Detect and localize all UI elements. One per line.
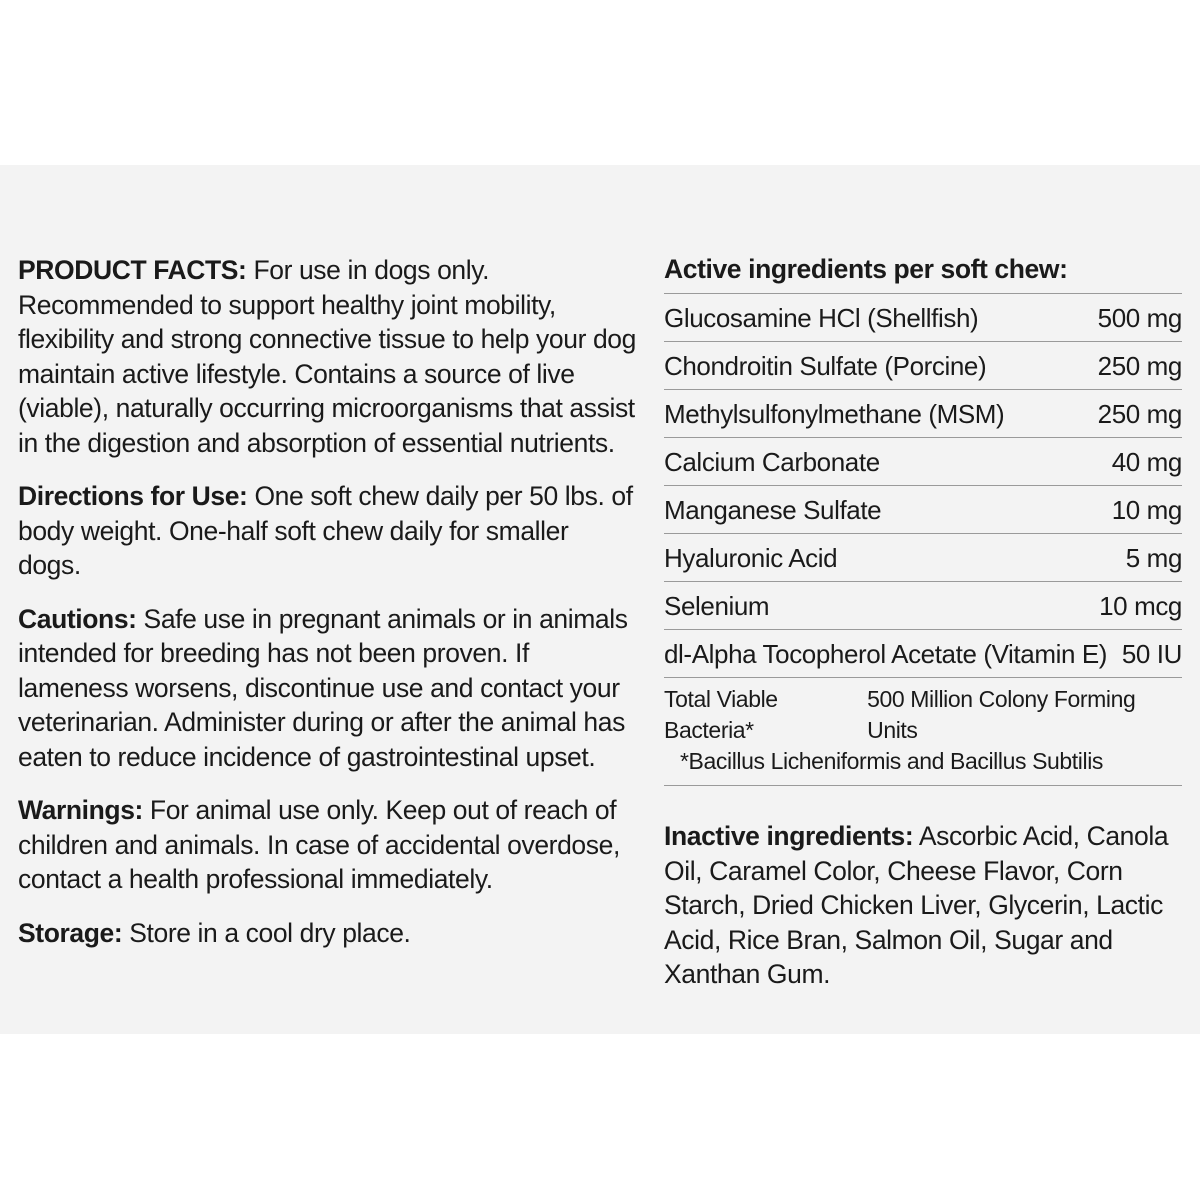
storage-paragraph — [18, 916, 638, 951]
ingredient-name: Calcium Carbonate — [664, 446, 880, 477]
bacteria-amount: 500 Million Colony Forming Units — [867, 686, 1136, 743]
storage-label: Storage: — [18, 917, 123, 948]
ingredient-amount: 10 mg — [1111, 494, 1182, 525]
ingredient-name: Glucosamine HCl (Shellfish) — [664, 302, 979, 333]
ingredient-amount: 5 mg — [1125, 542, 1182, 573]
product-facts-text: For use in dogs only. Recommended to support healthy joint mobility, flexibility and strong connective tissue to help your dog maintain active lifestyle. Contains a source of live (viable), naturally occurring microorganisms that assist in the digestion and absorption of essential nutrients. — [18, 255, 636, 458]
ingredient-amount: 250 mg — [1097, 350, 1182, 381]
ingredient-name: Methylsulfonylmethane (MSM) — [664, 398, 1005, 429]
product-facts-label: PRODUCT FACTS: — [18, 255, 247, 285]
ingredient-name: Selenium — [664, 590, 770, 621]
inactive-ingredients-label: Inactive ingredients: — [664, 821, 914, 851]
ingredient-row — [664, 342, 1182, 390]
cautions-label: Cautions: — [18, 603, 137, 634]
ingredient-amount: 40 mg — [1111, 446, 1182, 477]
directions-label: Directions for Use: — [18, 481, 248, 511]
ingredient-row — [664, 438, 1182, 486]
bacteria-label: Total Viable Bacteria* — [664, 686, 778, 743]
directions-text: One soft chew daily per 50 lbs. of body weight. One-half soft chew daily for smaller dogs. — [18, 481, 633, 580]
ingredient-amount: 50 IU — [1121, 638, 1182, 669]
ingredient-name: Chondroitin Sulfate (Porcine) — [664, 350, 987, 381]
ingredient-row — [664, 582, 1182, 630]
cautions-paragraph — [18, 602, 638, 775]
ingredients-column — [664, 253, 1182, 992]
ingredient-name: Hyaluronic Acid — [664, 542, 838, 573]
bacteria-line — [664, 684, 1182, 746]
ingredient-row — [664, 534, 1182, 582]
ingredient-row — [664, 486, 1182, 534]
bacteria-footnote: *Bacillus Licheniformis and Bacillus Subtilis — [680, 748, 1104, 774]
ingredient-name: Manganese Sulfate — [664, 494, 882, 525]
ingredient-amount: 10 mcg — [1099, 590, 1182, 621]
ingredient-row — [664, 390, 1182, 438]
warnings-text: For animal use only. Keep out of reach of children and animals. In case of accidental overdose, contact a health professional immediately. — [18, 795, 620, 894]
inactive-ingredients-paragraph — [664, 819, 1182, 992]
cautions-text: Safe use in pregnant animals or in animals intended for breeding has not been proven. If lameness worsens, discontinue use and contact your veterinarian. Administer during or after the animal has eaten to reduce incidence of gastrointestinal upset. — [18, 603, 628, 772]
warnings-label: Warnings: — [18, 795, 143, 825]
ingredient-name: dl-Alpha Tocopherol Acetate (Vitamin E) — [664, 638, 1108, 669]
directions-paragraph — [18, 479, 638, 583]
product-facts-paragraph — [18, 253, 638, 460]
ingredient-row — [664, 294, 1182, 342]
product-info-column — [18, 253, 638, 969]
storage-text: Store in a cool dry place. — [122, 917, 411, 948]
warnings-paragraph — [18, 793, 638, 897]
bacteria-block — [664, 678, 1182, 786]
ingredient-amount: 500 mg — [1097, 302, 1182, 333]
ingredient-amount: 250 mg — [1097, 398, 1182, 429]
active-ingredients-title: Active ingredients per soft chew: — [664, 253, 1182, 294]
ingredient-row — [664, 630, 1182, 678]
inactive-ingredients-text: Ascorbic Acid, Canola Oil, Caramel Color, Cheese Flavor, Corn Starch, Dried Chicken Liver, Glycerin, Lactic Acid, Rice Bran, Salmon Oil, Sugar and Xanthan Gum. — [664, 821, 1169, 989]
